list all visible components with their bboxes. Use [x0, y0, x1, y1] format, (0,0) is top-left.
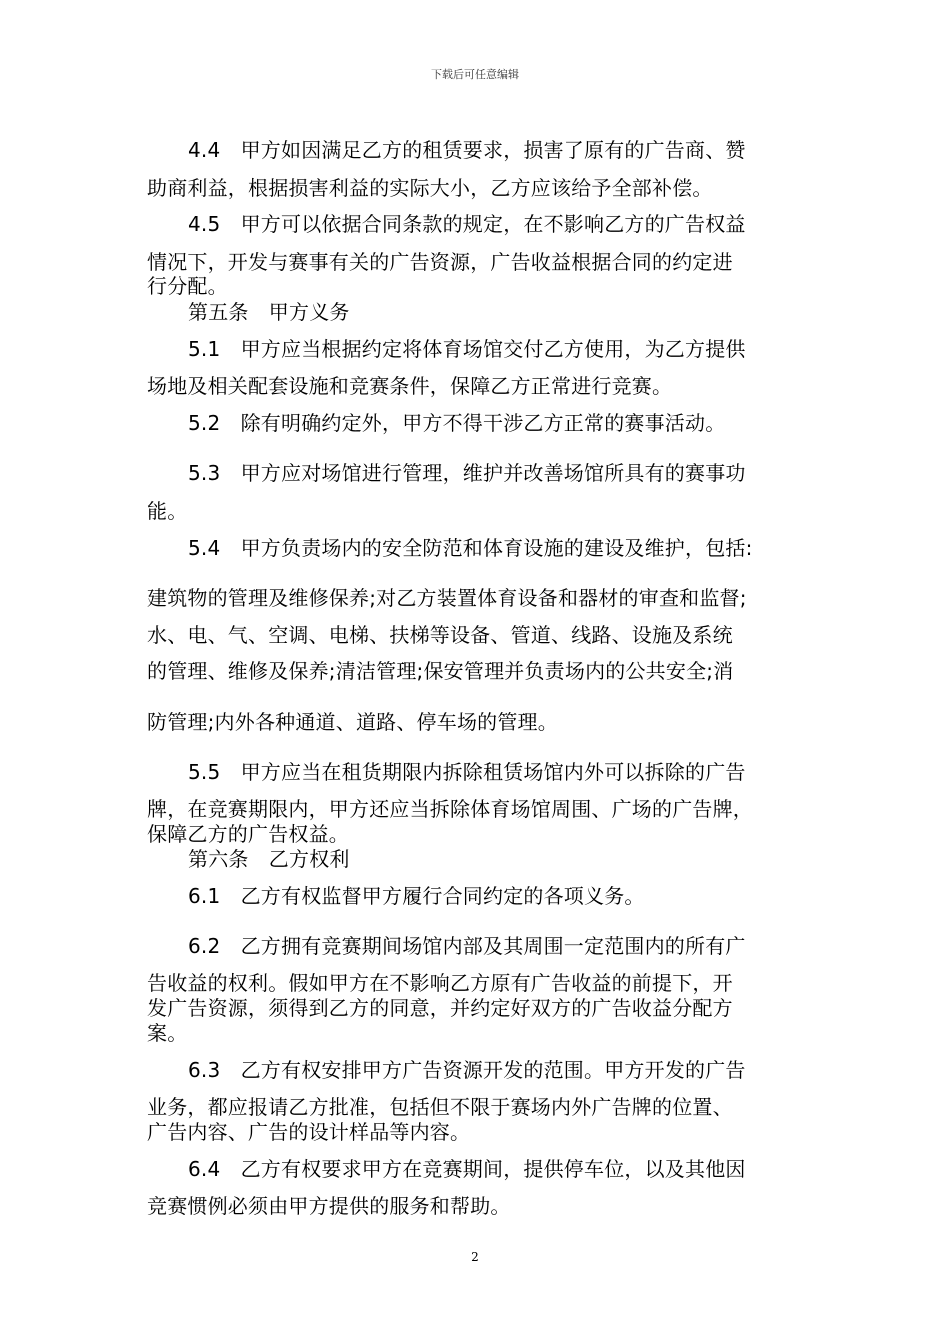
text-line: 水、电、气、空调、电梯、扶梯等设备、管道、线路、设施及系统	[147, 623, 733, 647]
text-line: 助商利益，根据损害利益的实际大小，乙方应该给予全部补偿。	[147, 176, 713, 200]
text-line: 行分配。	[147, 274, 228, 298]
text-line: 的管理、维修及保养;清洁管理;保安管理并负责场内的公共安全;消	[147, 659, 734, 683]
text-line: 5.3 甲方应对场馆进行管理，维护并改善场馆所具有的赛事功	[188, 461, 746, 485]
text-line: 业务，都应报请乙方批准，包括但不限于赛场内外广告牌的位置、	[147, 1095, 733, 1119]
text-line: 告收益的权利。假如甲方在不影响乙方原有广告收益的前提下，开	[147, 971, 733, 995]
text-line: 5.2 除有明确约定外，甲方不得干涉乙方正常的赛事活动。	[188, 411, 726, 435]
text-line: 建筑物的管理及维修保养;对乙方装置体育设备和器材的审查和监督;	[147, 586, 747, 610]
text-line: 6.4 乙方有权要求甲方在竞赛期间，提供停车位，以及其他因	[188, 1157, 746, 1181]
page-header: 下载后可任意编辑	[431, 68, 519, 81]
text-line: 发广告资源，须得到乙方的同意，并约定好双方的广告收益分配方	[147, 996, 733, 1020]
text-line: 防管理;内外各种通道、道路、停车场的管理。	[147, 710, 558, 734]
section-heading: 第五条 甲方义务	[188, 300, 350, 324]
text-line: 能。	[147, 499, 188, 523]
text-line: 保障乙方的广告权益。	[147, 822, 349, 846]
text-line: 案。	[147, 1021, 188, 1045]
text-line: 场地及相关配套设施和竞赛条件，保障乙方正常进行竞赛。	[147, 374, 673, 398]
text-line: 5.4 甲方负责场内的安全防范和体育设施的建设及维护，包括:	[188, 536, 753, 560]
text-line: 6.1 乙方有权监督甲方履行合同约定的各项义务。	[188, 884, 645, 908]
text-line: 广告内容、广告的设计样品等内容。	[147, 1120, 471, 1144]
text-line: 竞赛惯例必须由甲方提供的服务和帮助。	[147, 1194, 511, 1218]
text-line: 5.5 甲方应当在租货期限内拆除租赁场馆内外可以拆除的广告	[188, 760, 746, 784]
text-line: 6.2 乙方拥有竞赛期间场馆内部及其周围一定范围内的所有广	[188, 934, 746, 958]
text-line: 4.4 甲方如因满足乙方的租赁要求，损害了原有的广告商、赞	[188, 138, 746, 162]
text-line: 4.5 甲方可以依据合同条款的规定，在不影响乙方的广告权益	[188, 212, 746, 236]
text-line: 5.1 甲方应当根据约定将体育场馆交付乙方使用，为乙方提供	[188, 337, 746, 361]
text-line: 6.3 乙方有权安排甲方广告资源开发的范围。甲方开发的广告	[188, 1058, 746, 1082]
page-number: 2	[471, 1250, 479, 1264]
section-heading: 第六条 乙方权利	[188, 847, 350, 871]
text-line: 情况下，开发与赛事有关的广告资源，广告收益根据合同的约定进	[147, 250, 733, 274]
text-line: 牌，在竞赛期限内，甲方还应当拆除体育场馆周围、广场的广告牌，	[147, 797, 753, 821]
